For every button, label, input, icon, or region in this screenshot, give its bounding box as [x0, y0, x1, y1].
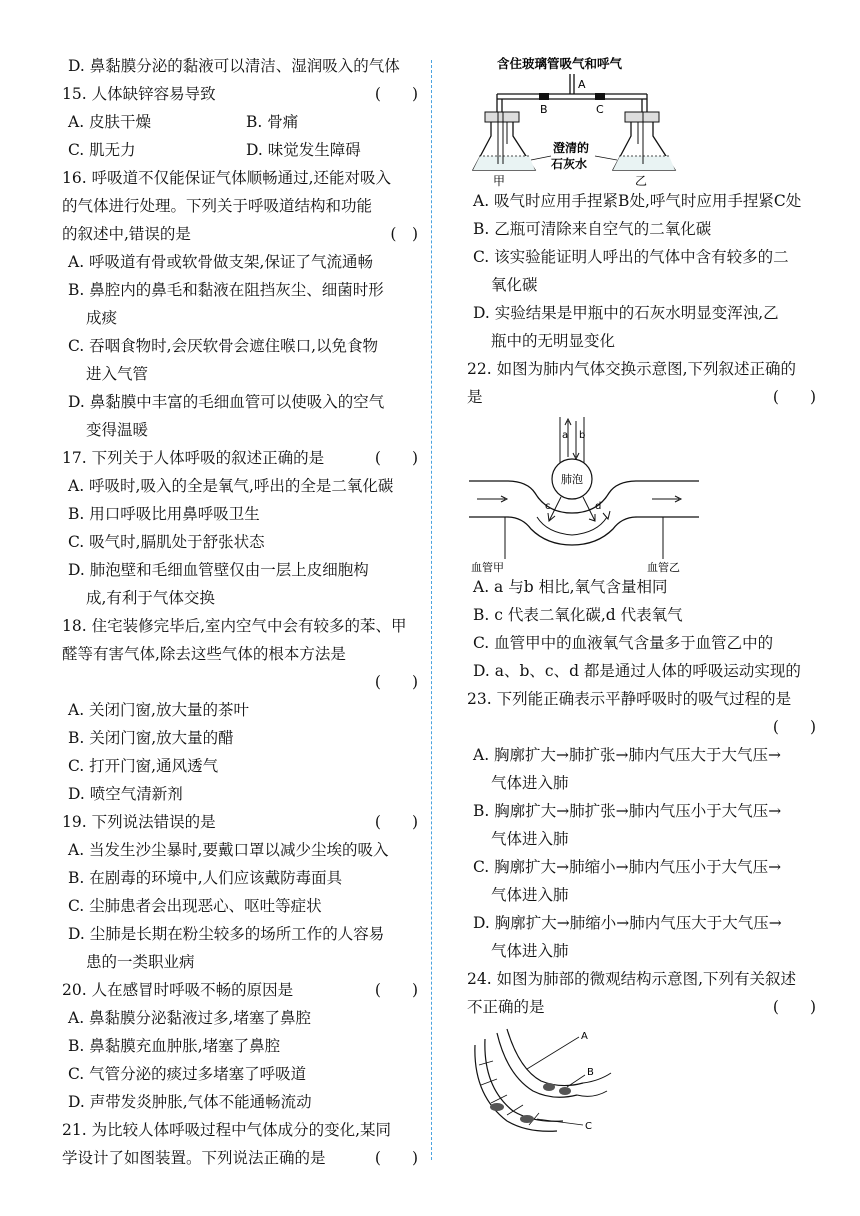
option-continuation — [467, 327, 822, 355]
line-text: 进入气管 — [86, 365, 149, 383]
line-text: B. 用口呼吸比用鼻呼吸卫生 — [68, 505, 260, 523]
line-text: 18. 住宅装修完毕后,室内空气中会有较多的苯、甲 — [62, 617, 407, 635]
option-continuation — [62, 360, 424, 388]
line-text: A. 胸廓扩大→肺扩张→肺内气压大于大气压→ — [473, 746, 782, 764]
fig22-label-c: c — [545, 501, 551, 512]
question-line — [62, 220, 424, 248]
line-text: 20. 人在感冒时呼吸不畅的原因是 — [62, 981, 294, 999]
line-text: B. c 代表二氧化碳,d 代表氧气 — [473, 606, 683, 624]
line-text: 氧化碳 — [491, 276, 538, 294]
line-text: A. 吸气时应用手捏紧B处,呼气时应用手捏紧C处 — [473, 192, 802, 210]
line-text: 气体进入肺 — [491, 774, 569, 792]
option-line — [467, 243, 822, 271]
question-line — [467, 993, 822, 1021]
option-line — [62, 920, 424, 948]
line-text: C. 胸廓扩大→肺缩小→肺内气压小于大气压→ — [473, 858, 782, 876]
option-continuation — [62, 304, 424, 332]
line-text: A. a 与b 相比,氧气含量相同 — [473, 578, 668, 596]
question-line — [467, 383, 822, 411]
option-line — [467, 187, 822, 215]
fig21-liquid-label-2: 石灰水 — [551, 157, 588, 171]
question-line — [467, 713, 822, 741]
fig21-label-A: A — [578, 78, 586, 91]
line-text: B. 在剧毒的环境中,人们应该戴防毒面具 — [68, 869, 343, 887]
option-continuation — [467, 937, 822, 965]
fig21-label-C: C — [596, 103, 604, 116]
question-line — [62, 612, 424, 640]
line-text: C. 气管分泌的痰过多堵塞了呼吸道 — [68, 1065, 307, 1083]
line-text: 学设计了如图装置。下列说法正确的是 — [62, 1149, 326, 1167]
answer-blank[interactable]: ( ) — [374, 981, 418, 999]
line-text: B. 鼻腔内的鼻毛和黏液在阻挡灰尘、细菌时形 — [68, 281, 384, 299]
question-line — [467, 965, 822, 993]
option-line — [62, 500, 424, 528]
line-text: D. 鼻黏膜中丰富的毛细血管可以使吸入的空气 — [68, 393, 385, 411]
line-text: 17. 下列关于人体呼吸的叙述正确的是 — [62, 449, 325, 467]
line-text: 成痰 — [86, 309, 118, 327]
option-continuation — [467, 825, 822, 853]
line-text: D. 声带发炎肿胀,气体不能通畅流动 — [68, 1093, 312, 1111]
option-line — [467, 657, 822, 685]
figure-22-gas-exchange — [467, 413, 717, 573]
option-line — [62, 1060, 424, 1088]
option-continuation — [467, 881, 822, 909]
fig21-left-label: 甲 — [493, 174, 506, 187]
line-text: 21. 为比较人体呼吸过程中气体成分的变化,某同 — [62, 1121, 392, 1139]
line-text: C. 该实验能证明人呼出的气体中含有较多的二 — [473, 248, 789, 266]
option-line — [62, 780, 424, 808]
option-line — [62, 472, 424, 500]
option-line — [62, 1004, 424, 1032]
fig24-label-B: B — [587, 1067, 594, 1078]
option-text: A. 皮肤干燥 — [68, 113, 152, 131]
figure-21-apparatus — [467, 52, 707, 187]
fig22-vessel-a-label: 血管甲 — [471, 561, 504, 573]
option-line — [467, 601, 822, 629]
option-text: B. 骨痛 — [246, 113, 299, 131]
fig22-label-b: b — [579, 430, 586, 441]
line-text: 19. 下列说法错误的是 — [62, 813, 216, 831]
answer-blank[interactable]: ( ) — [772, 998, 816, 1016]
fig24-label-A: A — [581, 1031, 588, 1042]
line-text: 不正确的是 — [467, 998, 545, 1016]
fig21-label-B: B — [540, 103, 548, 116]
answer-blank[interactable]: ( ) — [772, 718, 816, 736]
answer-blank[interactable]: ( ) — [374, 85, 418, 103]
column-divider — [431, 60, 432, 1160]
option-line — [62, 1088, 424, 1116]
question-line — [467, 355, 822, 383]
fig21-right-label: 乙 — [635, 174, 648, 187]
line-text: C. 打开门窗,通风透气 — [68, 757, 219, 775]
option-line — [62, 276, 424, 304]
answer-blank[interactable]: ( ) — [772, 388, 816, 406]
option-row — [62, 136, 424, 164]
answer-blank[interactable]: ( ) — [374, 813, 418, 831]
figure-24-lung-microstructure — [467, 1025, 647, 1135]
question-line — [62, 192, 424, 220]
option-continuation — [62, 584, 424, 612]
line-text: D. 喷空气清新剂 — [68, 785, 183, 803]
question-line — [62, 640, 424, 668]
line-text: 瓶中的无明显变化 — [491, 332, 616, 350]
option-line — [62, 724, 424, 752]
line-text: 15. 人体缺锌容易导致 — [62, 85, 216, 103]
option-line — [62, 528, 424, 556]
line-text: D. 鼻黏膜分泌的黏液可以清洁、湿润吸入的气体 — [68, 57, 400, 75]
fig21-title: 含住玻璃管吸气和呼气 — [497, 56, 623, 71]
question-line — [62, 808, 424, 836]
option-line — [62, 388, 424, 416]
line-text: B. 胸廓扩大→肺扩张→肺内气压小于大气压→ — [473, 802, 782, 820]
option-line — [62, 836, 424, 864]
line-text: 成,有利于气体交换 — [86, 589, 215, 607]
line-text: B. 乙瓶可清除来自空气的二氧化碳 — [473, 220, 712, 238]
right-column-block-b — [467, 573, 822, 1021]
option-line — [467, 909, 822, 937]
fig22-label-d: d — [595, 501, 602, 512]
option-line — [467, 299, 822, 327]
line-text: A. 关闭门窗,放大量的茶叶 — [68, 701, 249, 719]
option-continuation — [62, 416, 424, 444]
left-column — [62, 52, 424, 1172]
right-column-block-a — [467, 187, 822, 411]
line-text: A. 呼吸时,吸入的全是氧气,呼出的全是二氧化碳 — [68, 477, 394, 495]
option-continuation — [62, 948, 424, 976]
question-line — [62, 80, 424, 108]
line-text: 22. 如图为肺内气体交换示意图,下列叙述正确的 — [467, 360, 797, 378]
question-line — [62, 1144, 424, 1172]
option-line — [467, 629, 822, 657]
option-line — [62, 248, 424, 276]
line-text: A. 鼻黏膜分泌黏液过多,堵塞了鼻腔 — [68, 1009, 311, 1027]
option-line — [62, 752, 424, 780]
line-text: D. 实验结果是甲瓶中的石灰水明显变浑浊,乙 — [473, 304, 779, 322]
line-text: A. 呼吸道有骨或软骨做支架,保证了气流通畅 — [68, 253, 373, 271]
line-text: C. 尘肺患者会出现恶心、呕吐等症状 — [68, 897, 322, 915]
line-text: B. 关闭门窗,放大量的醋 — [68, 729, 234, 747]
line-text: D. a、b、c、d 都是通过人体的呼吸运动实现的 — [473, 662, 801, 680]
answer-blank[interactable]: ( ) — [374, 673, 418, 691]
option-line — [62, 892, 424, 920]
fig22-label-a: a — [562, 430, 569, 441]
question-line — [467, 685, 822, 713]
option-text: D. 味觉发生障碍 — [246, 141, 361, 159]
fig22-alveolus-label: 肺泡 — [561, 473, 583, 486]
right-column — [467, 52, 822, 1135]
option-line — [62, 696, 424, 724]
option-line — [62, 52, 424, 80]
question-line — [62, 164, 424, 192]
line-text: 的气体进行处理。下列关于呼吸道结构和功能 — [62, 197, 373, 215]
line-text: 16. 呼吸道不仅能保证气体顺畅通过,还能对吸入 — [62, 169, 392, 187]
option-line — [62, 332, 424, 360]
question-line — [62, 668, 424, 696]
option-line — [62, 556, 424, 584]
option-line — [467, 853, 822, 881]
line-text: 变得温暖 — [86, 421, 149, 439]
line-text: C. 血管甲中的血液氧气含量多于血管乙中的 — [473, 634, 774, 652]
option-text: C. 肌无力 — [68, 141, 136, 159]
line-text: 是 — [467, 388, 483, 406]
line-text: 气体进入肺 — [491, 830, 569, 848]
option-row — [62, 108, 424, 136]
question-line — [62, 444, 424, 472]
line-text: 气体进入肺 — [491, 886, 569, 904]
answer-blank[interactable]: ( ) — [374, 449, 418, 467]
line-text: A. 当发生沙尘暴时,要戴口罩以减少尘埃的吸入 — [68, 841, 389, 859]
line-text: 24. 如图为肺部的微观结构示意图,下列有关叙述 — [467, 970, 797, 988]
line-text: D. 尘肺是长期在粉尘较多的场所工作的人容易 — [68, 925, 385, 943]
option-line — [467, 797, 822, 825]
answer-blank[interactable]: ( ) — [374, 1149, 418, 1167]
fig24-label-C: C — [585, 1121, 592, 1132]
option-line — [467, 741, 822, 769]
line-text: C. 吞咽食物时,会厌软骨会遮住喉口,以免食物 — [68, 337, 379, 355]
line-text: 气体进入肺 — [491, 942, 569, 960]
line-text: B. 鼻黏膜充血肿胀,堵塞了鼻腔 — [68, 1037, 281, 1055]
option-line — [467, 215, 822, 243]
option-line — [62, 864, 424, 892]
line-text: D. 肺泡壁和毛细血管壁仅由一层上皮细胞构 — [68, 561, 369, 579]
fig22-vessel-b-label: 血管乙 — [647, 561, 680, 573]
option-line — [467, 573, 822, 601]
question-line — [62, 976, 424, 1004]
line-text: C. 吸气时,膈肌处于舒张状态 — [68, 533, 265, 551]
line-text: 患的一类职业病 — [86, 953, 195, 971]
line-text: 23. 下列能正确表示平静呼吸时的吸气过程的是 — [467, 690, 792, 708]
option-line — [62, 1032, 424, 1060]
option-continuation — [467, 271, 822, 299]
line-text: D. 胸廓扩大→肺缩小→肺内气压大于大气压→ — [473, 914, 782, 932]
answer-blank[interactable]: ( ) — [390, 225, 418, 243]
line-text: 醛等有害气体,除去这些气体的根本方法是 — [62, 645, 346, 663]
line-text: 的叙述中,错误的是 — [62, 225, 191, 243]
option-continuation — [467, 769, 822, 797]
question-line — [62, 1116, 424, 1144]
fig21-liquid-label-1: 澄清的 — [553, 141, 590, 155]
